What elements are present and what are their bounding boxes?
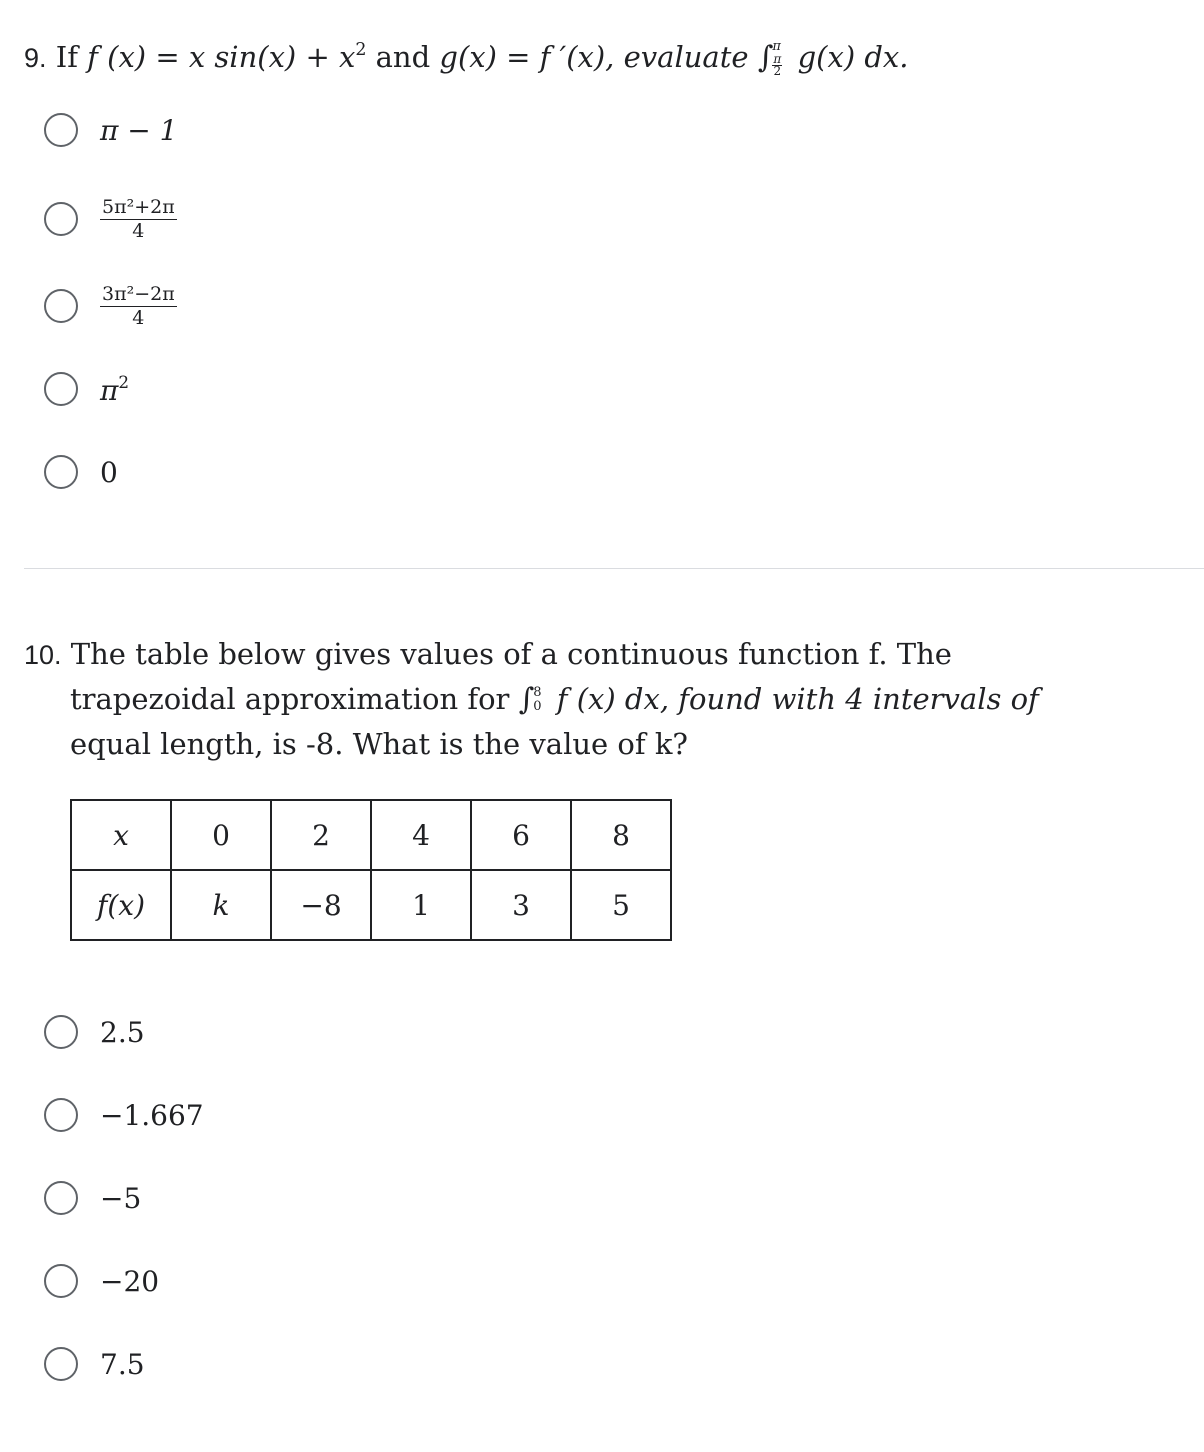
radio-circle-icon[interactable] xyxy=(44,202,78,236)
g-definition: g(x) = f ′(x), evaluate xyxy=(439,40,749,75)
table-cell: 3 xyxy=(471,870,571,940)
values-table xyxy=(70,799,672,941)
if-word: If xyxy=(55,40,78,75)
option-label xyxy=(100,372,129,407)
q10-option-3[interactable] xyxy=(44,1181,141,1215)
q10-option-2[interactable] xyxy=(44,1098,204,1132)
prompt-line-3 xyxy=(24,722,1174,766)
integral-limits xyxy=(533,686,541,714)
table-cell: 8 xyxy=(571,800,671,870)
upper-limit: π xyxy=(772,38,781,54)
q10-option-5[interactable] xyxy=(44,1347,145,1381)
option-base: π xyxy=(100,373,119,407)
q9-option-5[interactable] xyxy=(44,455,118,489)
q10-option-1[interactable] xyxy=(44,1015,145,1049)
lower-limit xyxy=(772,51,782,78)
table-cell: 4 xyxy=(371,800,471,870)
option-label: 2.5 xyxy=(100,1015,145,1049)
f-definition: f (x) = x sin(x) + x xyxy=(87,40,356,75)
prompt-text: The table below gives values of a continuous function f. The xyxy=(70,637,952,671)
table-cell: k xyxy=(171,870,271,940)
prompt-text: equal length, is -8. What is the value of k? xyxy=(70,727,688,761)
upper-limit: 8 xyxy=(533,685,542,700)
exponent: 2 xyxy=(355,40,367,60)
prompt-line-2 xyxy=(24,677,1174,722)
option-label: π − 1 xyxy=(100,113,178,147)
integral-sign-icon: ∫ xyxy=(518,682,535,717)
table-row xyxy=(71,800,671,870)
option-label: 0 xyxy=(100,455,118,489)
lower-limit-num: π xyxy=(773,51,782,66)
radio-circle-icon[interactable] xyxy=(44,1347,78,1381)
table-row xyxy=(71,870,671,940)
q10-option-4[interactable] xyxy=(44,1264,159,1298)
option-label: 7.5 xyxy=(100,1347,145,1381)
integral xyxy=(519,678,548,722)
option-fraction xyxy=(100,284,177,328)
radio-circle-icon[interactable] xyxy=(44,1098,78,1132)
table-cell: −8 xyxy=(271,870,371,940)
q9-option-4[interactable] xyxy=(44,372,129,407)
radio-circle-icon[interactable] xyxy=(44,372,78,406)
table-cell: 6 xyxy=(471,800,571,870)
table-cell: x xyxy=(71,800,171,870)
question-divider xyxy=(24,568,1204,569)
question-number: 9. xyxy=(24,43,47,74)
radio-circle-icon[interactable] xyxy=(44,1181,78,1215)
integrand: g(x) dx. xyxy=(797,40,909,75)
table-cell: 2 xyxy=(271,800,371,870)
prompt-text: f (x) dx, found with 4 intervals of xyxy=(556,682,1039,716)
table-cell: 5 xyxy=(571,870,671,940)
table-cell: f(x) xyxy=(71,870,171,940)
radio-circle-icon[interactable] xyxy=(44,1015,78,1049)
lower-limit-den: 2 xyxy=(773,63,782,78)
option-label: −1.667 xyxy=(100,1098,204,1132)
question-10-prompt xyxy=(24,632,1174,766)
integral-sign-icon: ∫ xyxy=(757,40,774,76)
fraction-denominator: 4 xyxy=(132,307,145,329)
radio-circle-icon[interactable] xyxy=(44,289,78,323)
q9-option-1[interactable] xyxy=(44,113,177,147)
radio-circle-icon[interactable] xyxy=(44,455,78,489)
integral xyxy=(758,36,789,80)
radio-circle-icon[interactable] xyxy=(44,1264,78,1298)
option-exponent: 2 xyxy=(118,372,130,392)
and-word: and xyxy=(375,40,431,75)
lower-limit: 0 xyxy=(533,699,542,714)
q9-option-3[interactable] xyxy=(44,284,177,328)
option-label: −5 xyxy=(100,1181,142,1215)
table-cell: 1 xyxy=(371,870,471,940)
fraction-denominator: 4 xyxy=(132,220,145,242)
option-label: −20 xyxy=(100,1264,160,1298)
prompt-line-1 xyxy=(24,632,1174,677)
question-9-prompt xyxy=(24,28,909,80)
integral-limits xyxy=(772,40,782,77)
option-fraction xyxy=(100,197,177,241)
q9-option-2[interactable] xyxy=(44,197,177,241)
question-number: 10. xyxy=(24,640,62,670)
prompt-text: trapezoidal approximation for xyxy=(70,682,510,716)
fraction-numerator: 3π²−2π xyxy=(102,283,175,305)
fraction-numerator: 5π²+2π xyxy=(102,196,175,218)
radio-circle-icon[interactable] xyxy=(44,113,78,147)
table-cell: 0 xyxy=(171,800,271,870)
